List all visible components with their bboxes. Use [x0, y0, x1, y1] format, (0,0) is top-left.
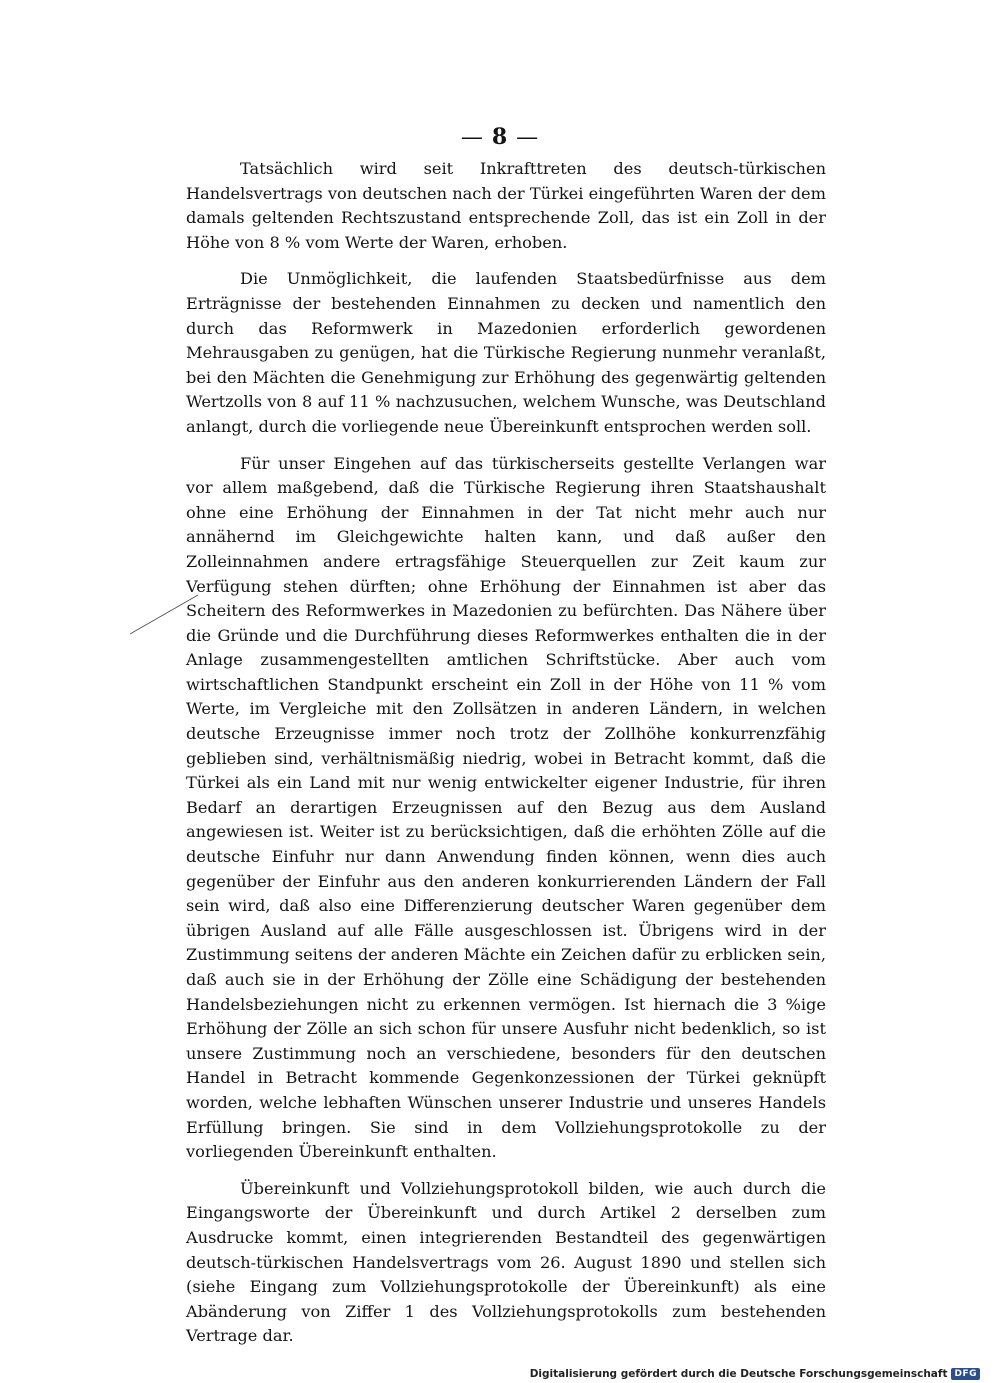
paragraph-4: Übereinkunft und Vollziehungsprotokoll bilden, wie auch durch die Eingangsworte der Übereinkunft und durch Artikel 2 derselben zum Ausdrucke kommt, einen integrierenden Bestandteil des gegenwärtigen deutsch-türkischen Handelsvertrags vom 26. August 1890 und stellen sich (siehe Eingang zum Vollziehungsprotokolle der Übereinkunft) als eine Abänderung von Ziffer 1 des Vollziehungsprotokolls zum bestehenden Vertrage dar. [186, 1178, 826, 1346]
page-number-dash-right: — [516, 125, 540, 150]
paragraph-3: Für unser Eingehen auf das türkischerseits gestellte Verlangen war vor allem maßgebend, daß die Türkische Regierung ihren Staatshaushalt ohne eine Erhöhung der Einnahmen in der Tat nicht mehr auch nur annähernd im Gleichgewichte halten kann, und daß außer den Zolleinnahmen andere ertragsfähige Steuerquellen zur Zeit kaum zur Verfügung stehen dürften; ohne Erhöhung der Einnahmen ist aber das Scheitern des Reformwerkes in Mazedonien zu befürchten. Das Nähere über die Gründe und die Durchführung dieses Reformwerkes enthalten die in der Anlage zusammengestellten amtlichen Schriftstücke. Aber auch vom wirtschaftlichen Standpunkt erscheint ein Zoll in der Höhe von 11 % vom Werte, im Vergleiche mit den Zollsätzen in anderen Ländern, in welchen deutsche Erzeugnisse immer noch trotz der Zollhöhe konkurrenzfähig geblieben sind, verhältnismäßig niedrig, wobei in Betracht kommt, daß die Türkei als ein Land mit nur wenig entwickelter eigener Industrie, für ihren Bedarf an derartigen Erzeugnissen auf den Bezug aus dem Ausland angewiesen ist. Weiter ist zu berücksichtigen, daß die erhöhten Zölle auf die deutsche Einfuhr nur dann Anwendung finden können, wenn dies auch gegenüber der Einfuhr aus den anderen konkurrierenden Ländern der Fall sein wird, daß also eine Differenzierung deutscher Waren gegenüber dem übrigen Ausland auf alle Fälle ausgeschlossen ist. Übrigens wird in der Zustimmung seitens der anderen Mächte ein Zeichen dafür zu erblicken sein, daß auch sie in der Erhöhung der Zölle eine Schädigung der bestehenden Handelsbeziehungen nicht zu erkennen vermögen. Ist hiernach die 3 %ige Erhöhung der Zölle an sich schon für unsere Ausfuhr nicht bedenklich, so ist unsere Zustimmung noch an verschiedene, besonders für den deutschen Handel in Betracht kommende Gegenkonzessionen der Türkei geknüpft worden, welche lebhaften Wünschen unserer Industrie und unseres Handels Erfüllung bringen. Sie sind in dem Vollziehungsprotokolle zu der vorliegenden Übereinkunft enthalten. [186, 453, 826, 1162]
page-number-header [0, 124, 1000, 150]
paragraph-1: Tatsächlich wird seit Inkrafttreten des deutsch-türkischen Handelsvertrags von deutschen nach der Türkei eingeführten Waren der dem damals geltenden Rechtszustand entsprechende Zoll, das ist ein Zoll in der Höhe von 8 % vom Werte der Waren, erhoben. [186, 159, 826, 252]
footer-credit-text: Digitalisierung gefördert durch die Deutsche Forschungsgemeinschaft [529, 1368, 948, 1380]
page-number-dash-left: — [460, 125, 484, 150]
body-text [186, 157, 826, 1361]
digitization-footer [530, 1368, 980, 1380]
page-number: 8 [491, 124, 509, 150]
dfg-logo: DFG [951, 1368, 980, 1380]
paragraph-2: Die Unmöglichkeit, die laufenden Staatsbedürfnisse aus dem Erträgnisse der bestehenden Einnahmen zu decken und namentlich den durch das Reformwerk in Mazedonien erforderlich gewordenen Mehrausgaben zu genügen, hat die Türkische Regierung nunmehr veranlaßt, bei den Mächten die Genehmigung zur Erhöhung des gegenwärtig geltenden Wertzolls von 8 auf 11 % nachzusuchen, welchem Wunsche, was Deutschland anlangt, durch die vorliegende neue Übereinkunft entsprochen werden soll. [186, 269, 826, 436]
